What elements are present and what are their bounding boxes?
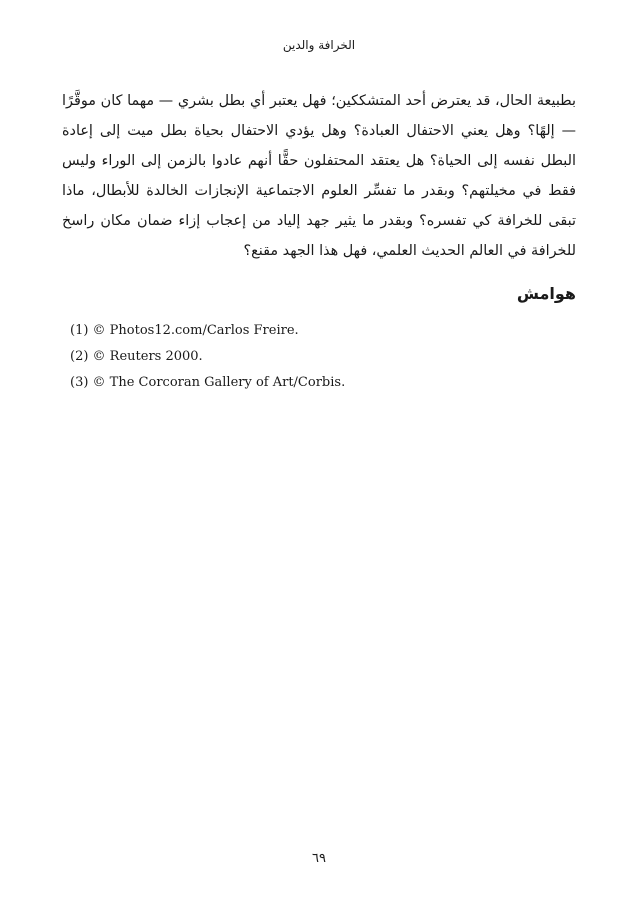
note-item-2: (2) © Reuters 2000. xyxy=(70,349,203,364)
body-paragraph: بطبيعة الحال، قد يعترض أحد المتشككين؛ فهل يعتبر أي بطل بشري — مهما كان موقَّرًا — إلهًا؟ وهل يعني الاحتفال العبادة؟ وهل يؤدي الاحتفال بحياة بطل ميت إلى إعادة البطل نفسه إلى الحياة؟ هل يعتقد المحتفلون حقًّا أنهم عادوا بالزمن إلى الوراء وليس فقط في مخيلتهم؟ وبقدر ما تفسِّر العلوم الاجتماعية الإنجازات الخالدة للأبطال، ماذا تبقى للخرافة كي تفسره؟ وبقدر ما يثير جهد إلياد من إعجاب إزاء ضمان مكان راسخ للخرافة في العالم الحديث العلمي، فهل هذا الجهد مقنع؟ xyxy=(62,93,576,259)
note-item-3: (3) © The Corcoran Gallery of Art/Corbis. xyxy=(70,375,346,390)
page-number: ٦٩ xyxy=(312,851,326,866)
running-header: الخرافة والدين xyxy=(282,38,356,52)
note-item-1: (1) © Photos12.com/Carlos Freire. xyxy=(70,323,299,338)
notes-heading: هوامش xyxy=(516,284,576,303)
notes-list xyxy=(70,318,570,396)
